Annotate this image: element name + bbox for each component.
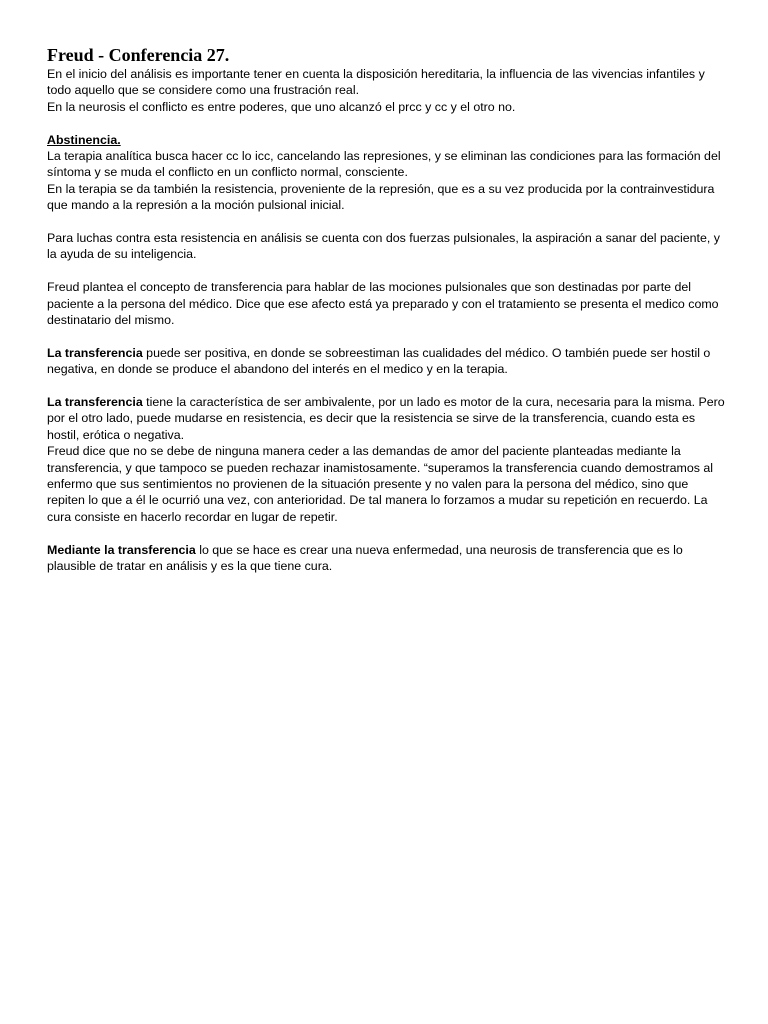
- bold-lead-term: La transferencia: [47, 395, 143, 410]
- paragraph-text: puede ser positiva, en donde se sobreestiman las cualidades del médico. O también puede ser hostil o negativa, en donde se produce el abandono del interés en el medico y en la terapia.: [47, 345, 711, 377]
- intro-paragraph-1: En el inicio del análisis es importante tener en cuenta la disposición hereditaria, la influencia de las vivencias infantiles y todo aquello que se considere como una frustración real.: [47, 67, 705, 98]
- transferencia-concepto-paragraph: Freud plantea el concepto de transferencia para hablar de las mociones pulsionales que son destinadas por parte del paciente a la persona del médico. Dice que ese afecto está ya preparado y con el tratamiento se presenta el medico como destinatario del mismo.: [47, 280, 719, 328]
- transferencia-positiva-paragraph: [47, 345, 727, 378]
- document-title: Freud - Conferencia 27.: [47, 45, 230, 65]
- mediante-transferencia-paragraph: [47, 542, 727, 575]
- paragraph-spacer: [47, 115, 727, 131]
- abstinencia-paragraph-2: En la terapia se da también la resistencia, proveniente de la represión, que es a su vez producida por la contrainvestidura que mando a la represión a la moción pulsional inicial.: [47, 181, 715, 213]
- document-page: [47, 44, 727, 575]
- demandas-paragraph: Freud dice que no se debe de ninguna manera ceder a las demandas de amor del paciente planteadas mediante la transferencia, y que tampoco se pueden rechazar inamistosamente. “superamos la transferencia cuando demostramos al enfermo que sus sentimientos no provienen de la situación presente y no valen para la persona del médico, sino que repiten lo que a él le ocurrió una vez, con anterioridad. De tal manera lo forzamos a mudar su repetición en recuerdo. La cura consiste en hacerlo recordar en lugar de repetir.: [47, 444, 714, 524]
- paragraph-spacer: [47, 214, 727, 230]
- paragraph-text: tiene la característica de ser ambivalente, por un lado es motor de la cura, necesaria para la misma. Pero por el otro lado, puede mudarse en resistencia, es decir que la resistencia se sirve de la transferencia, cuando esta es hostil, erótica o negativa.: [47, 395, 725, 442]
- paragraph-spacer: [47, 263, 727, 279]
- bold-lead-term: La transferencia: [47, 345, 143, 360]
- section-heading-abstinencia: Abstinencia.: [47, 132, 121, 147]
- transferencia-ambivalente-paragraph: [47, 394, 727, 443]
- paragraph-text: lo que se hace es crear una nueva enfermedad, una neurosis de transferencia que es lo plausible de tratar en análisis y es la que tiene cura.: [47, 542, 683, 574]
- paragraph-spacer: [47, 525, 727, 541]
- fuerzas-paragraph: Para luchas contra esta resistencia en análisis se cuenta con dos fuerzas pulsionales, la aspiración a sanar del paciente, y la ayuda de su inteligencia.: [47, 231, 720, 262]
- paragraph-spacer: [47, 378, 727, 394]
- paragraph-spacer: [47, 328, 727, 344]
- bold-lead-term: Mediante la transferencia: [47, 542, 196, 557]
- abstinencia-paragraph-1: La terapia analítica busca hacer cc lo icc, cancelando las represiones, y se eliminan las condiciones para las formación del síntoma y se muda el conflicto en un conflicto normal, consciente.: [47, 149, 721, 180]
- intro-paragraph-2: En la neurosis el conflicto es entre poderes, que uno alcanzó el prcc y cc y el otro no.: [47, 99, 516, 114]
